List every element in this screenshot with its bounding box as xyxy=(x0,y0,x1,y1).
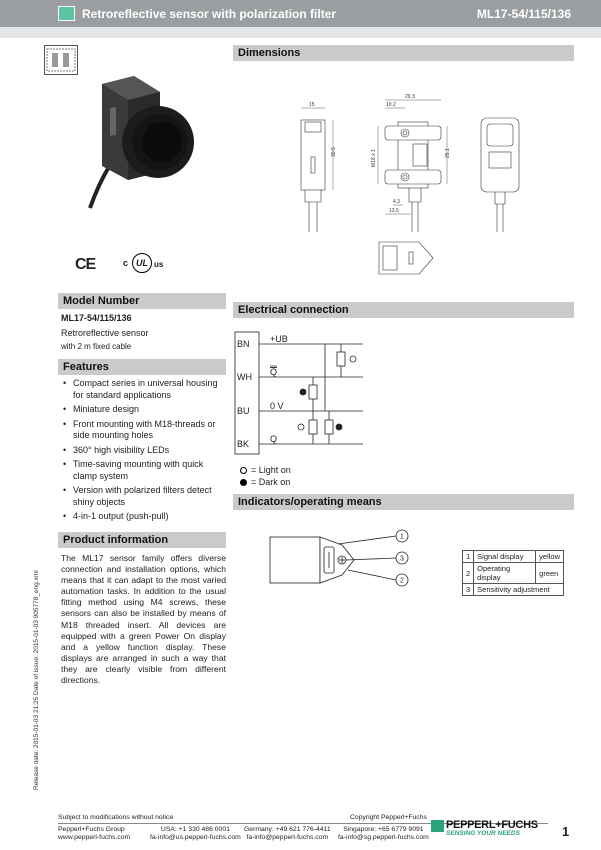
callout-2: 2 xyxy=(400,577,404,585)
features-list xyxy=(61,378,226,526)
dim-front-b: 29.3 xyxy=(405,94,415,100)
dim-body: 25.1 xyxy=(445,148,451,158)
wiring-diagram xyxy=(233,330,574,460)
dim-front-a: 10.2 xyxy=(386,102,396,108)
footer-notice: Subject to modifications without notice xyxy=(58,814,174,821)
dim-top: 15 xyxy=(309,102,315,108)
footer-col3: Germany: +49 621 776-4411 fa-info@pepperl-fuchs.com xyxy=(244,826,331,842)
page-title: Retroreflective sensor with polarization filter xyxy=(82,7,337,21)
header-subbar xyxy=(0,27,601,38)
feature-item: • Version with polarized filters detect shiny objects xyxy=(61,485,226,508)
wire-code-bk: BK xyxy=(237,439,250,449)
product-photo xyxy=(88,70,218,210)
wire-code-wh: WH xyxy=(237,372,252,382)
brand-square-icon xyxy=(58,6,75,21)
legend-dark xyxy=(240,477,290,487)
ul-us: us xyxy=(154,260,164,269)
model-number-header: Model Number xyxy=(58,293,226,309)
logo-slogan: SENSING YOUR NEEDS xyxy=(446,830,520,837)
model-cable: with 2 m fixed cable xyxy=(61,342,132,351)
feature-item: • Miniature design xyxy=(61,404,226,416)
dim-height: 30.5 xyxy=(331,147,337,157)
model-desc: Retroreflective sensor xyxy=(61,328,149,338)
footer-col1: Pepperl+Fuchs Group www.pepperl-fuchs.com xyxy=(58,826,131,842)
ul-c: c xyxy=(123,258,129,268)
product-info-text: The ML17 sensor family offers diverse connection and installation options, which means that it can adapt to the most varied automation tasks. In addition to the usual fitting method using M4 screws, these sensors can also be installed by means of M18 threaded insert. All devices are equipped with a green Power On display and a yellow function display. These displays are arranged in such a way that they are clearly visible from different directions. xyxy=(61,553,226,686)
table-row: 1 Signal display yellow xyxy=(463,551,564,563)
footer-col4: Singapore: +65 6779 9091 fa-info@sg.pepperl-fuchs.com xyxy=(338,826,429,842)
wire-signal-q: Q xyxy=(270,434,278,444)
model-code: ML17-54/115/136 xyxy=(476,7,571,21)
indicators-table xyxy=(462,550,564,596)
indicator-drawing xyxy=(260,525,420,595)
logo-name: PEPPERL+FUCHS xyxy=(446,819,538,831)
logo-mark-icon xyxy=(431,820,444,832)
ul-circle: UL xyxy=(132,253,152,273)
product-info-header: Product information xyxy=(58,532,226,548)
wire-signal-0v: 0 V xyxy=(270,401,284,411)
table-row: 3 Sensitivity adjustment xyxy=(463,584,564,596)
feature-item: • Time-saving mounting with quick clamp system xyxy=(61,459,226,482)
feature-item: • Compact series in universal housing for standard applications xyxy=(61,378,226,401)
wire-code-bu: BU xyxy=(237,406,250,416)
dim-thread: M18 x 1 xyxy=(371,149,377,167)
table-row: 2 Operating display green xyxy=(463,563,564,584)
wire-signal-qbar: Q xyxy=(270,367,278,377)
header-bar xyxy=(0,0,601,27)
features-header: Features xyxy=(58,359,226,375)
callout-3: 3 xyxy=(400,555,404,563)
legend-dark-text: = Dark on xyxy=(251,477,291,487)
standard-symbol-icon xyxy=(44,45,78,75)
feature-item: • 4-in-1 output (push-pull) xyxy=(61,511,226,523)
footer-copyright: Copyright Pepperl+Fuchs xyxy=(350,814,427,821)
feature-item: • Front mounting with M18-threads or side mounting holes xyxy=(61,419,226,442)
legend-light xyxy=(240,465,291,475)
footer-col2: USA: +1 330 486 0001 fa-info@us.pepperl-fuchs.com xyxy=(150,826,241,842)
ul-mark xyxy=(123,252,173,276)
dimensions-header: Dimensions xyxy=(233,45,574,61)
wire-signal-ub: +UB xyxy=(270,334,288,344)
wire-code-bn: BN xyxy=(237,339,250,349)
feature-item: • 360° high visibility LEDs xyxy=(61,445,226,457)
ce-mark: CE xyxy=(75,256,96,273)
open-circle-icon xyxy=(240,467,247,474)
filled-circle-icon xyxy=(240,479,247,486)
electrical-header: Electrical connection xyxy=(233,302,574,318)
release-info: Release date: 2015-01-03 21:25 Date of issue: 2015-01-03 905778_eng.xml xyxy=(33,570,40,790)
model-name: ML17-54/115/136 xyxy=(61,313,132,323)
dimensions-drawing xyxy=(233,62,574,292)
indicators-header: Indicators/operating means xyxy=(233,494,574,510)
callout-1: 1 xyxy=(400,533,404,541)
page-number: 1 xyxy=(562,824,570,839)
legend-light-text: = Light on xyxy=(251,465,291,475)
dim-base: 13.5 xyxy=(389,208,399,214)
dim-small: 4.3 xyxy=(393,199,400,205)
